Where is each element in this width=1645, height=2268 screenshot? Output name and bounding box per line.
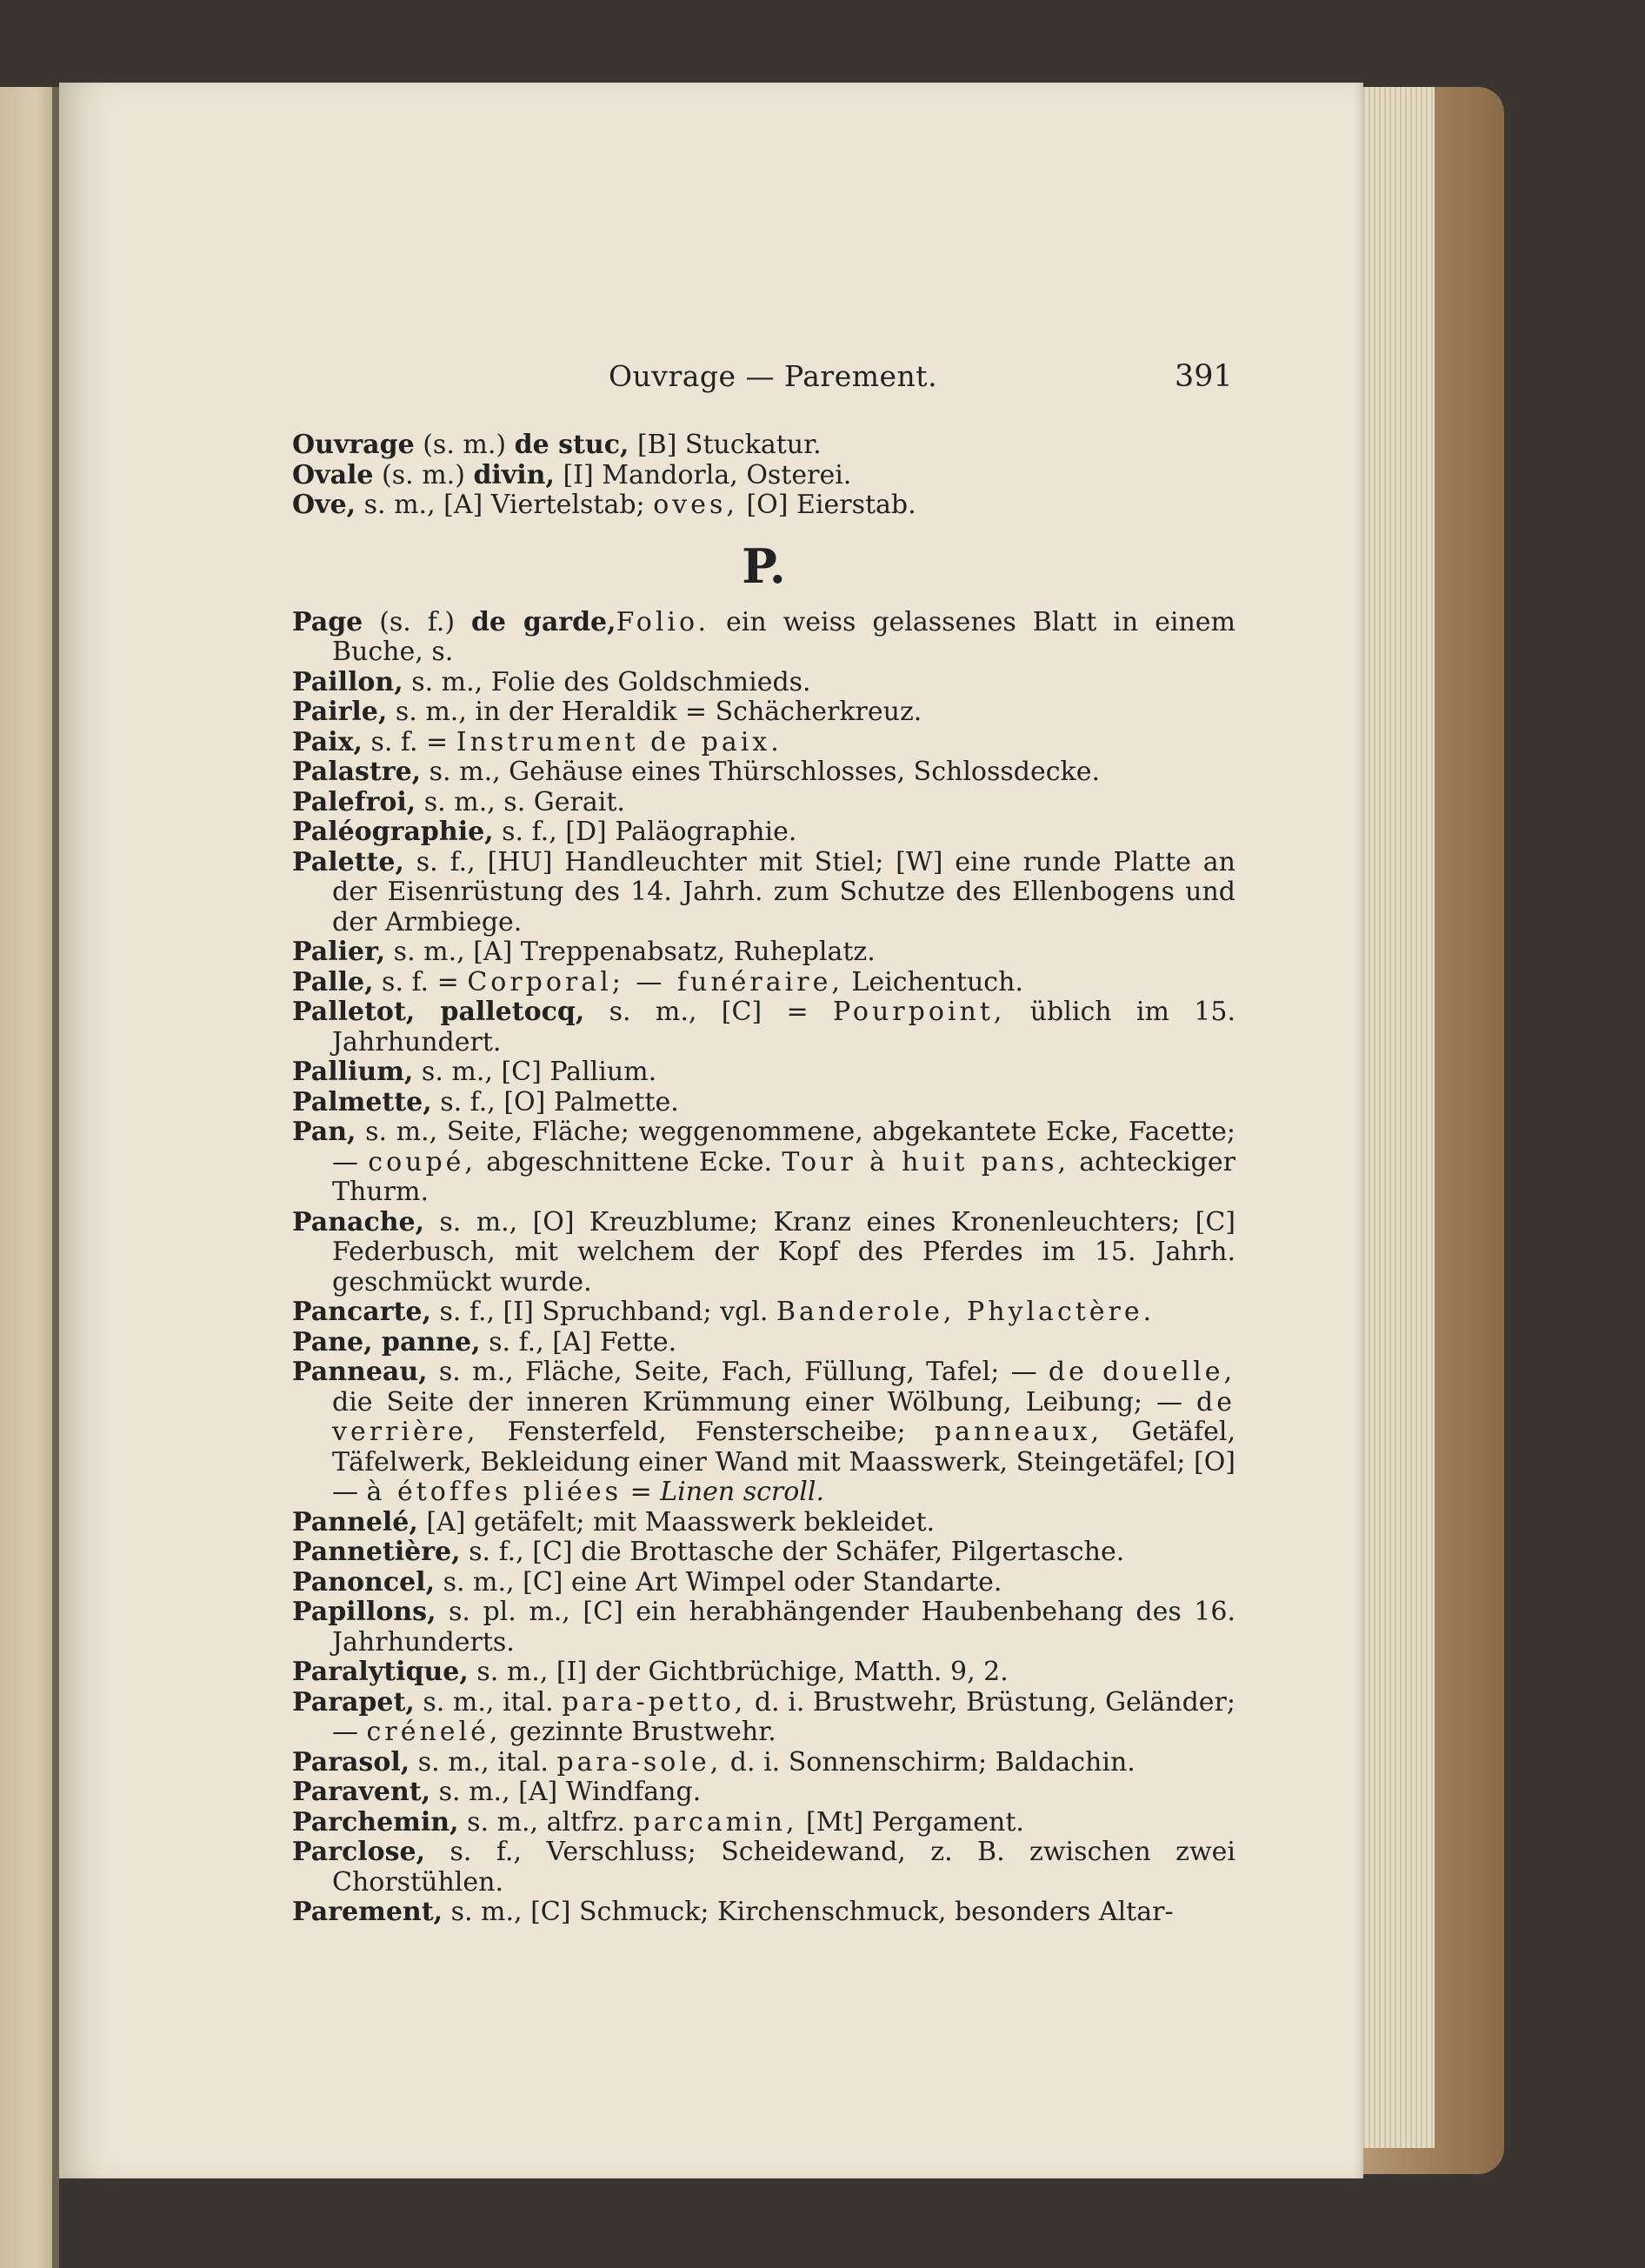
entry-text: s. f., [O] Palmette.	[431, 1086, 679, 1117]
entry-headword: Pan,	[292, 1117, 356, 1147]
entry-headword: Paralytique,	[292, 1657, 469, 1687]
entry-text: s. m., [O] Kreuzblume; Kranz eines Kronenleuchters; [C] Federbusch, mit welchem der Kopf des Pferdes im 15. Jahrh. geschmückt wurde.	[332, 1206, 1235, 1297]
dictionary-entry	[292, 848, 1235, 938]
dictionary-entry	[292, 788, 1235, 818]
entry-headword: Palefroi,	[292, 786, 416, 817]
entry-text: s. f., [C] die Brottasche der Schäfer, Pilgertasche.	[460, 1537, 1125, 1567]
entry-headword: Palier,	[292, 937, 386, 967]
dictionary-entry	[292, 1117, 1235, 1208]
entry-text: abgeschnittene Ecke.	[476, 1146, 783, 1177]
entry-text: üblich im 15. Jahrhundert.	[332, 997, 1235, 1057]
entry-text: gezinnte Brustwehr.	[501, 1717, 776, 1747]
entry-text: ein weiss gelassenes Blatt in einem Buche, s.	[332, 606, 1235, 667]
entry-headword: divin,	[473, 459, 555, 490]
spaced-term: Tour à huit pans,	[782, 1146, 1070, 1177]
dictionary-entry	[292, 1057, 1235, 1088]
spaced-term: de verrière,	[332, 1386, 1235, 1447]
entry-text: s. m., Seite, Fläche; weggenommene, abgekantete Ecke, Facette; —	[332, 1117, 1235, 1177]
italic-term: Linen scroll.	[660, 1477, 825, 1507]
entry-headword: Paillon,	[292, 666, 403, 697]
entry-text: s. m., [A] Windfang.	[430, 1777, 702, 1807]
entry-headword: Paléographie,	[292, 817, 494, 847]
entry-text: [B] Stuckatur.	[629, 430, 822, 460]
dictionary-entry	[292, 1808, 1235, 1838]
entry-headword: Paix,	[292, 726, 363, 757]
dictionary-entry	[292, 1658, 1235, 1688]
dictionary-entry	[292, 997, 1235, 1057]
dictionary-entry	[292, 1357, 1235, 1508]
entry-headword: Panache,	[292, 1206, 425, 1237]
dictionary-entry	[292, 1748, 1235, 1778]
spaced-term: panneaux,	[934, 1417, 1103, 1447]
dictionary-entry	[292, 1568, 1235, 1598]
entry-headword: Ove,	[292, 490, 356, 520]
dictionary-entry	[292, 490, 1235, 521]
entry-text: Leichentuch.	[842, 966, 1023, 997]
entry-text: s. m., Fläche, Seite, Fach, Füllung, Tafel; —	[427, 1357, 1049, 1387]
entry-text: s. m., [C] Schmuck; Kirchenschmuck, besonders Altar-	[443, 1897, 1174, 1927]
dictionary-entry	[292, 608, 1235, 668]
entry-text: Fensterfeld, Fensterscheibe;	[478, 1417, 935, 1447]
entry-text: s. f., [A] Fette.	[480, 1326, 677, 1357]
entry-headword: Parasol,	[292, 1746, 410, 1778]
entry-headword: Palletot, palletocq,	[292, 997, 585, 1027]
dictionary-entry	[292, 697, 1235, 728]
spaced-term: à étoffes pliées	[366, 1477, 623, 1507]
entry-text: [Mt] Pergament.	[797, 1806, 1024, 1838]
entry-text: =	[622, 1477, 661, 1507]
entry-headword: Ovale	[292, 459, 374, 490]
entry-headword: Pane, panne,	[292, 1326, 481, 1357]
entry-text: [O] Eierstab.	[737, 490, 916, 520]
spaced-term: oves,	[653, 490, 738, 520]
entry-text: s. m., [I] der Gichtbrüchige, Matth. 9, 2.	[468, 1657, 1009, 1687]
dictionary-entry	[292, 668, 1235, 698]
entry-text: s. f., Verschluss; Scheidewand, z. B. zwischen zwei Chorstühlen.	[332, 1837, 1235, 1898]
dictionary-entry	[292, 430, 1235, 461]
spaced-term: Pourpoint,	[832, 997, 1006, 1027]
dictionary-entry	[292, 1598, 1235, 1658]
entry-headword: Pallium,	[292, 1057, 414, 1087]
entry-text: s. f., [D] Paläographie.	[493, 817, 797, 847]
entry-text: s. m., s. Gerait.	[416, 786, 625, 817]
entry-text: s. pl. m., [C] ein herabhängender Haubenbehang des 16. Jahrhunderts.	[332, 1597, 1235, 1658]
dictionary-entry	[292, 1898, 1235, 1928]
entry-text: s. m., [C] Pallium.	[413, 1057, 657, 1087]
facing-page-edge	[0, 87, 59, 2268]
spaced-term: Folio.	[616, 606, 710, 637]
entry-text: d. i. Sonnenschirm; Baldachin.	[722, 1746, 1136, 1778]
dictionary-entry	[292, 1508, 1235, 1538]
entry-headword: Panneau,	[292, 1357, 428, 1387]
entry-text: s. m., [A] Viertelstab;	[356, 490, 654, 520]
entry-headword: Ouvrage	[292, 430, 415, 460]
entry-text: (s. m.)	[414, 430, 515, 460]
entry-headword: Pairle,	[292, 697, 388, 727]
entry-text: s. m., altfrz.	[458, 1806, 634, 1838]
spaced-term: para-petto,	[562, 1686, 747, 1718]
entry-text: s. f., [I] Spruchband; vgl.	[430, 1297, 776, 1327]
entry-text: s. m., ital.	[410, 1746, 557, 1778]
spaced-term: parcamin,	[633, 1806, 798, 1838]
entry-text: s. m., in der Heraldik = Schächerkreuz.	[387, 697, 922, 727]
entry-text: s. m., [C] eine Art Wimpel oder Standarte.	[435, 1566, 1002, 1598]
dictionary-entry	[292, 1838, 1235, 1898]
entry-text: [A] getäfelt; mit Maasswerk bekleidet.	[417, 1506, 936, 1538]
entry-text: (s. f.)	[363, 606, 471, 637]
dictionary-entry	[292, 1328, 1235, 1358]
entry-text: s. m., Folie des Goldschmieds.	[403, 666, 811, 697]
entry-text: (s. m.)	[373, 459, 474, 490]
entry-text: Getäfel, Täfelwerk, Bekleidung einer Wand mit Maasswerk, Steingetäfel; [O] —	[332, 1417, 1236, 1507]
entry-headword: Palmette,	[292, 1086, 432, 1117]
dictionary-entry	[292, 757, 1235, 788]
entry-headword: de stuc,	[514, 430, 629, 460]
dictionary-entry	[292, 1688, 1235, 1748]
dictionary-entry	[292, 1538, 1235, 1568]
entry-headword: Parclose,	[292, 1837, 426, 1867]
entry-headword: Pannelé,	[292, 1506, 418, 1538]
entry-headword: Parapet,	[292, 1686, 415, 1718]
dictionary-entry	[292, 968, 1235, 998]
entry-headword: Pannetière,	[292, 1537, 461, 1567]
entry-headword: Palle,	[292, 966, 374, 997]
entry-text: s. f., [HU] Handleuchter mit Stiel; [W] eine runde Platte an der Eisenrüstung des 14. Jahrh. zum Schutze des Ellenbogens und der Armbiege.	[332, 846, 1235, 937]
spaced-term: Instrument de paix.	[456, 726, 783, 757]
entry-headword: Parchemin,	[292, 1806, 459, 1838]
spaced-term: para-sole,	[556, 1746, 723, 1778]
spaced-term: Banderole, Phylactère.	[776, 1297, 1155, 1327]
dictionary-entry	[292, 728, 1235, 758]
entry-text: s. f. =	[373, 966, 468, 997]
spaced-term: Corporal; — funéraire,	[467, 966, 843, 997]
dictionary-entry	[292, 937, 1235, 968]
dictionary-entry	[292, 817, 1235, 848]
dictionary-entry	[292, 1088, 1235, 1118]
dictionary-entries	[292, 430, 1235, 1928]
book-gutter	[52, 87, 59, 2268]
entry-text: s. m., ital.	[414, 1686, 563, 1718]
entry-text: achteckiger Thurm.	[332, 1146, 1235, 1207]
entry-headword: Palastre,	[292, 757, 422, 787]
entry-headword: Page	[292, 606, 363, 637]
entry-text: s. m., [A] Treppenabsatz, Ruheplatz.	[385, 937, 876, 967]
entry-text: s. m., [C] =	[584, 997, 833, 1027]
entry-headword: Papillons,	[292, 1597, 436, 1627]
entry-text: s. f. =	[362, 726, 456, 757]
entry-headword: Pancarte,	[292, 1297, 431, 1327]
entry-headword: Panoncel,	[292, 1566, 436, 1598]
entry-headword: Palette,	[292, 846, 404, 877]
dictionary-entry	[292, 1297, 1235, 1328]
page-number: 391	[1175, 359, 1233, 394]
dictionary-entry	[292, 461, 1235, 491]
entry-headword: Parement,	[292, 1897, 443, 1927]
dictionary-entry	[292, 1778, 1235, 1808]
spaced-term: coupé,	[368, 1146, 476, 1177]
spaced-term: de douelle,	[1048, 1357, 1235, 1387]
section-letter-heading: P.	[742, 537, 786, 594]
entry-headword: Paravent,	[292, 1777, 431, 1807]
entry-text: s. m., Gehäuse eines Thürschlosses, Schlossdecke.	[421, 757, 1101, 787]
entry-text: [I] Mandorla, Osterei.	[554, 459, 852, 490]
running-head: Ouvrage — Parement.	[609, 359, 938, 393]
book-page	[59, 83, 1363, 2178]
entry-text: d. i. Brustwehr, Brüstung, Geländer; —	[332, 1686, 1235, 1747]
spaced-term: crénelé,	[366, 1717, 502, 1747]
dictionary-entry	[292, 1208, 1235, 1298]
entry-headword: de garde,	[470, 606, 616, 637]
entry-text: die Seite der inneren Krümmung einer Wölbung, Leibung; —	[332, 1386, 1197, 1418]
